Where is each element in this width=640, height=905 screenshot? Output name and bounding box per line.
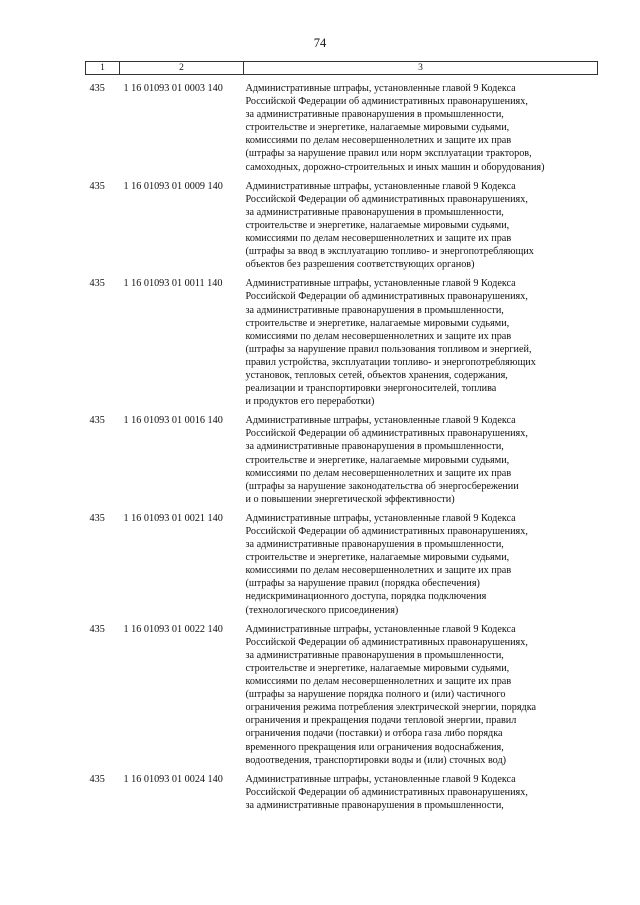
admin-code-cell: 435 (89, 773, 105, 785)
description-line: и о повышении энергетической эффективности) (245, 493, 455, 505)
column-header-2: 2 (120, 62, 244, 75)
budget-classification-code-cell: 1 16 01093 01 0003 140 (123, 83, 223, 94)
description-line: комиссиями по делам несовершеннолетних и защите их прав (245, 676, 512, 688)
description-line: Административные штрафы, установленные главой 9 Кодекса (245, 83, 516, 94)
description-line: (штрафы за ввод в эксплуатацию топливо- и энергопотребляющих (245, 246, 534, 258)
description-line: комиссиями по делам несовершеннолетних и защите их прав (245, 135, 512, 147)
column-header-3: 3 (244, 62, 598, 75)
description-line: установок, тепловых сетей, объектов хранения, содержания, (245, 369, 508, 381)
revenue-description-cell (244, 271, 598, 408)
description-line: временного прекращения или ограничения водоснабжения, (245, 741, 504, 753)
admin-code-cell: 435 (89, 278, 105, 290)
page-number: 74 (313, 36, 327, 50)
description-line: строительстве и энергетике, налагаемые мировыми судьями, (245, 122, 510, 134)
budget-classification-code-cell: 1 16 01093 01 0009 140 (123, 180, 223, 192)
description-line: за административные правонарушения в промышленности, (245, 304, 504, 316)
budget-classification-code-cell: 1 16 01093 01 0011 140 (123, 278, 223, 290)
description-line: за административные правонарушения в промышленности, (245, 441, 504, 453)
description-line: правил устройства, эксплуатации топливо- и энергопотребляющих (245, 356, 536, 368)
admin-code-cell: 435 (89, 180, 105, 192)
budget-classification-code-cell: 1 16 01093 01 0021 140 (123, 512, 223, 524)
table-row (86, 767, 598, 812)
revenue-description-cell (244, 767, 598, 812)
description-line: ограничения и прекращения подачи тепловой энергии, правил (245, 715, 517, 727)
description-line: строительстве и энергетике, налагаемые мировыми судьями, (245, 219, 510, 231)
description-line: (штрафы за нарушение порядка полного и (или) частичного (245, 689, 506, 701)
table-row (86, 271, 598, 408)
description-line: строительстве и энергетике, налагаемые мировыми судьями, (245, 662, 510, 674)
table-body (86, 75, 598, 812)
description-line: комиссиями по делам несовершеннолетних и защите их прав (245, 467, 512, 479)
description-line: объектов без разрешения соответствующих органов) (245, 259, 475, 271)
description-line: комиссиями по делам несовершеннолетних и защите их прав (245, 233, 512, 245)
column-header-1: 1 (86, 62, 120, 75)
description-line: Российской Федерации об административных правонарушениях, (245, 636, 528, 648)
description-line: за административные правонарушения в промышленности, (245, 649, 504, 661)
description-line: комиссиями по делам несовершеннолетних и защите их прав (245, 330, 512, 342)
table-row (86, 617, 598, 767)
description-line: Административные штрафы, установленные главой 9 Кодекса (245, 278, 516, 290)
description-line: водоотведения, транспортировки воды и (или) сточных вод) (245, 754, 507, 766)
description-line: Российской Федерации об административных правонарушениях, (245, 96, 528, 108)
description-line: (штрафы за нарушение законодательства об энергосбережении (245, 480, 519, 492)
description-line: (штрафы за нарушение правил пользования топливом и энергией, (245, 343, 532, 355)
description-line: Российской Федерации об административных правонарушениях, (245, 786, 528, 798)
description-line: строительстве и энергетике, налагаемые мировыми судьями, (245, 317, 510, 329)
admin-code-cell: 435 (89, 623, 105, 635)
description-line: (технологического присоединения) (245, 604, 399, 616)
description-line: реализации и транспортировки энергоносителей, топлива (245, 383, 497, 395)
description-line: Российской Федерации об административных правонарушениях, (245, 193, 528, 205)
description-line: за административные правонарушения в промышленности, (245, 539, 504, 551)
description-line: ограничения режима потребления электрической энергии, порядка (245, 702, 537, 714)
revenue-description-cell (244, 75, 598, 174)
description-line: Административные штрафы, установленные главой 9 Кодекса (245, 415, 516, 427)
description-line: Административные штрафы, установленные главой 9 Кодекса (245, 180, 516, 192)
revenue-description-cell (244, 617, 598, 767)
description-line: за административные правонарушения в промышленности, (245, 799, 504, 811)
revenue-description-cell (244, 174, 598, 272)
description-line: строительстве и энергетике, налагаемые мировыми судьями, (245, 552, 510, 564)
description-line: Российской Федерации об административных правонарушениях, (245, 291, 528, 303)
admin-code-cell: 435 (89, 415, 105, 427)
table-row (86, 75, 598, 174)
description-line: Российской Федерации об административных правонарушениях, (245, 526, 528, 537)
description-line: Российской Федерации об административных правонарушениях, (245, 428, 528, 440)
table-header-row (86, 62, 598, 75)
description-line: комиссиями по делам несовершеннолетних и защите их прав (245, 565, 512, 577)
description-line: за административные правонарушения в промышленности, (245, 206, 504, 218)
revenue-description-cell (244, 408, 598, 506)
table-row (86, 174, 598, 272)
description-line: ограничения подачи (поставки) и отбора газа либо порядка (245, 728, 503, 740)
admin-code-cell: 435 (89, 512, 105, 524)
description-line: Административные штрафы, установленные главой 9 Кодекса (245, 512, 516, 524)
table-row (86, 408, 598, 506)
description-line: самоходных, дорожно-строительных и иных машин и оборудования) (245, 161, 545, 173)
description-line: Административные штрафы, установленные главой 9 Кодекса (245, 773, 516, 785)
description-line: строительстве и энергетике, налагаемые мировыми судьями, (245, 454, 510, 466)
description-line: Административные штрафы, установленные главой 9 Кодекса (245, 623, 516, 635)
budget-classification-code-cell: 1 16 01093 01 0024 140 (123, 773, 223, 785)
table-row (86, 506, 598, 617)
description-line: и продуктов его переработки) (245, 396, 375, 408)
description-line: недискриминационного доступа, порядка подключения (245, 591, 487, 603)
budget-codes-table (85, 61, 598, 812)
description-line: за административные правонарушения в промышленности, (245, 109, 504, 121)
description-line: (штрафы за нарушение правил или норм эксплуатации тракторов, (245, 148, 532, 160)
revenue-description-cell (244, 506, 598, 617)
budget-classification-code-cell: 1 16 01093 01 0022 140 (123, 623, 223, 635)
description-line: (штрафы за нарушение правил (порядка обеспечения) (245, 578, 480, 590)
admin-code-cell: 435 (89, 83, 105, 94)
budget-classification-code-cell: 1 16 01093 01 0016 140 (123, 415, 223, 427)
